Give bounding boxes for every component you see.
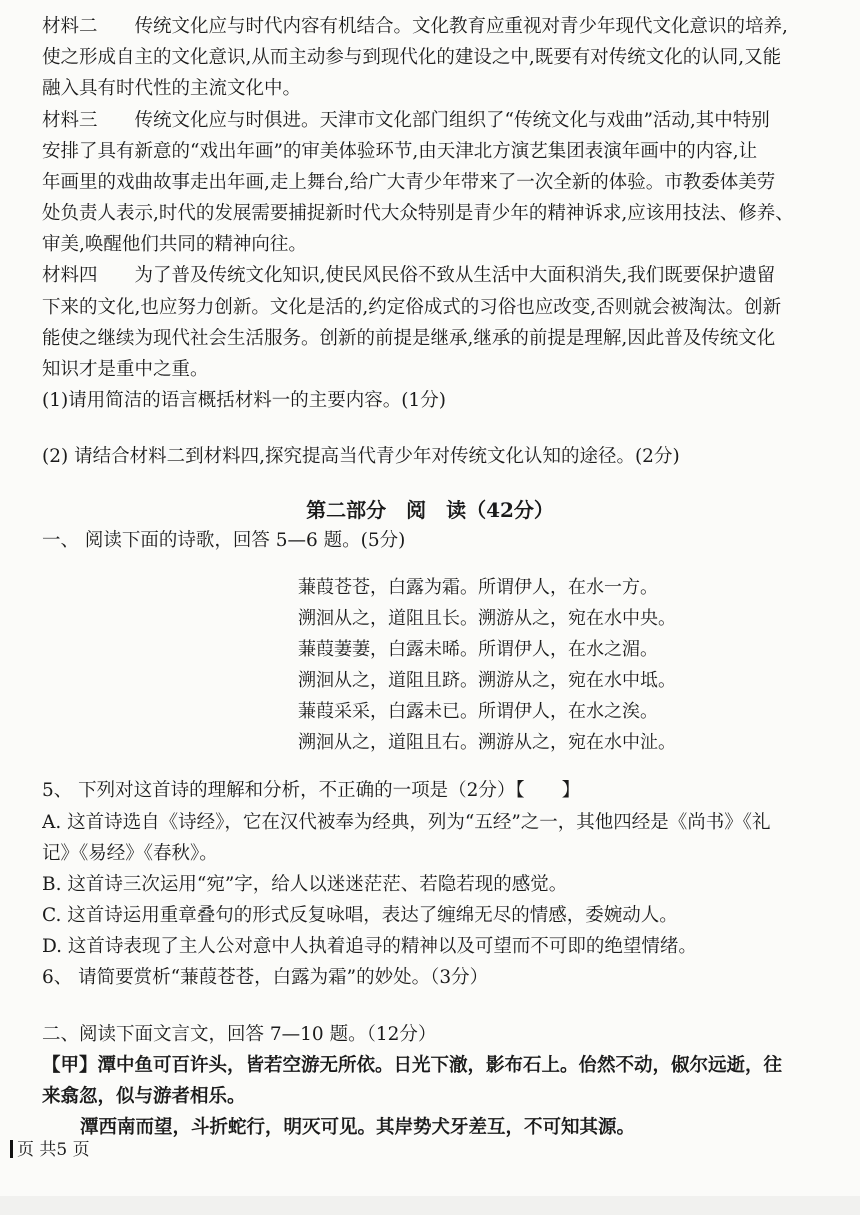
- option-line: A. 这首诗选自《诗经》，它在汉代被奉为经典，列为“五经”之一，其他四经是《尚书》《礼: [42, 812, 771, 833]
- poem-line: 蒹葭采采，白露未已。所谓伊人，在水之涘。: [298, 701, 658, 722]
- classical-line: 来翕忽，似与游者相乐。: [42, 1086, 246, 1107]
- question-2: (2) 请结合材料二到材料四,探究提高当代青少年对传统文化认知的途径。(2分): [42, 446, 680, 467]
- material-line: 处负责人表示,时代的发展需要捕捉新时代大众特别是青少年的精神诉求,应该用技法、修养、: [42, 203, 794, 224]
- material-line: 能使之继续为现代社会生活服务。创新的前提是继承,继承的前提是理解,因此普及传统文化: [42, 328, 776, 349]
- poem-line: 蒹葭萋萋，白露未晞。所谓伊人，在水之湄。: [298, 639, 658, 660]
- poem-line: 溯洄从之，道阻且跻。溯游从之，宛在水中坻。: [298, 670, 676, 691]
- material-line: 年画里的戏曲故事走出年画,走上舞台,给广大青少年带来了一次全新的体验。市教委体美劳: [42, 172, 776, 193]
- material-line: 材料二 传统文化应与时代内容有机结合。文化教育应重视对青少年现代文化意识的培养,: [42, 16, 788, 37]
- material-line: 审美,唤醒他们共同的精神向往。: [42, 234, 307, 255]
- material-line: 安排了具有新意的“戏出年画”的审美体验环节,由天津北方演艺集团表演年画中的内容,让: [42, 141, 758, 162]
- option-d: D. 这首诗表现了主人公对意中人执着追寻的精神以及可望而不可即的绝望情绪。: [42, 936, 697, 957]
- material-line: 知识才是重中之重。: [42, 359, 209, 380]
- material-line: 材料四 为了普及传统文化知识,使民风民俗不致从生活中大面积消失,我们既要保护遗留: [42, 265, 776, 286]
- footer-text: 页 共5 页: [17, 1140, 90, 1160]
- section-2-title: 二、阅读下面文言文，回答 7—10 题。（12分）: [42, 1024, 437, 1045]
- poem-line: 溯洄从之，道阻且右。溯游从之，宛在水中沚。: [298, 732, 676, 753]
- option-c: C. 这首诗运用重章叠句的形式反复咏唱，表达了缠绵无尽的情感，委婉动人。: [42, 905, 678, 926]
- page-footer: [10, 1138, 90, 1162]
- material-line: 材料三 传统文化应与时俱进。天津市文化部门组织了“传统文化与戏曲”活动,其中特别: [42, 110, 770, 131]
- material-line: 下来的文化,也应努力创新。文化是活的,约定俗成式的习俗也应改变,否则就会被淘汰。创新: [42, 297, 782, 318]
- poem-line: 蒹葭苍苍，白露为霜。所谓伊人，在水一方。: [298, 577, 658, 598]
- question-6: 6、 请简要赏析“蒹葭苍苍，白露为霜”的妙处。（3分）: [42, 967, 489, 988]
- question-1: (1)请用简洁的语言概括材料一的主要内容。(1分): [42, 390, 446, 411]
- part-title: 第二部分 阅 读（42分）: [306, 498, 554, 522]
- option-b: B. 这首诗三次运用“宛”字，给人以迷迷茫茫、若隐若现的感觉。: [42, 874, 568, 895]
- material-line: 融入具有时代性的主流文化中。: [42, 78, 302, 99]
- section-1-title: 一、 阅读下面的诗歌，回答 5—6 题。(5分): [42, 530, 406, 551]
- classical-line: 潭西南而望，斗折蛇行，明灭可见。其岸势犬牙差互，不可知其源。: [80, 1117, 636, 1138]
- option-line: 记》《易经》《春秋》。: [42, 843, 218, 864]
- poem-line: 溯洄从之，道阻且长。溯游从之，宛在水中央。: [298, 608, 676, 629]
- question-5: 5、 下列对这首诗的理解和分析，不正确的一项是（2分）【 】: [42, 780, 581, 801]
- footer-bar: [10, 1140, 13, 1158]
- material-line: 使之形成自主的文化意识,从而主动参与到现代化的建设之中,既要有对传统文化的认同,又能: [42, 47, 782, 68]
- classical-line: 【甲】潭中鱼可百许头，皆若空游无所依。日光下澈，影布石上。佁然不动，俶尔远逝，往: [42, 1055, 783, 1076]
- bottom-strip: [0, 1196, 860, 1215]
